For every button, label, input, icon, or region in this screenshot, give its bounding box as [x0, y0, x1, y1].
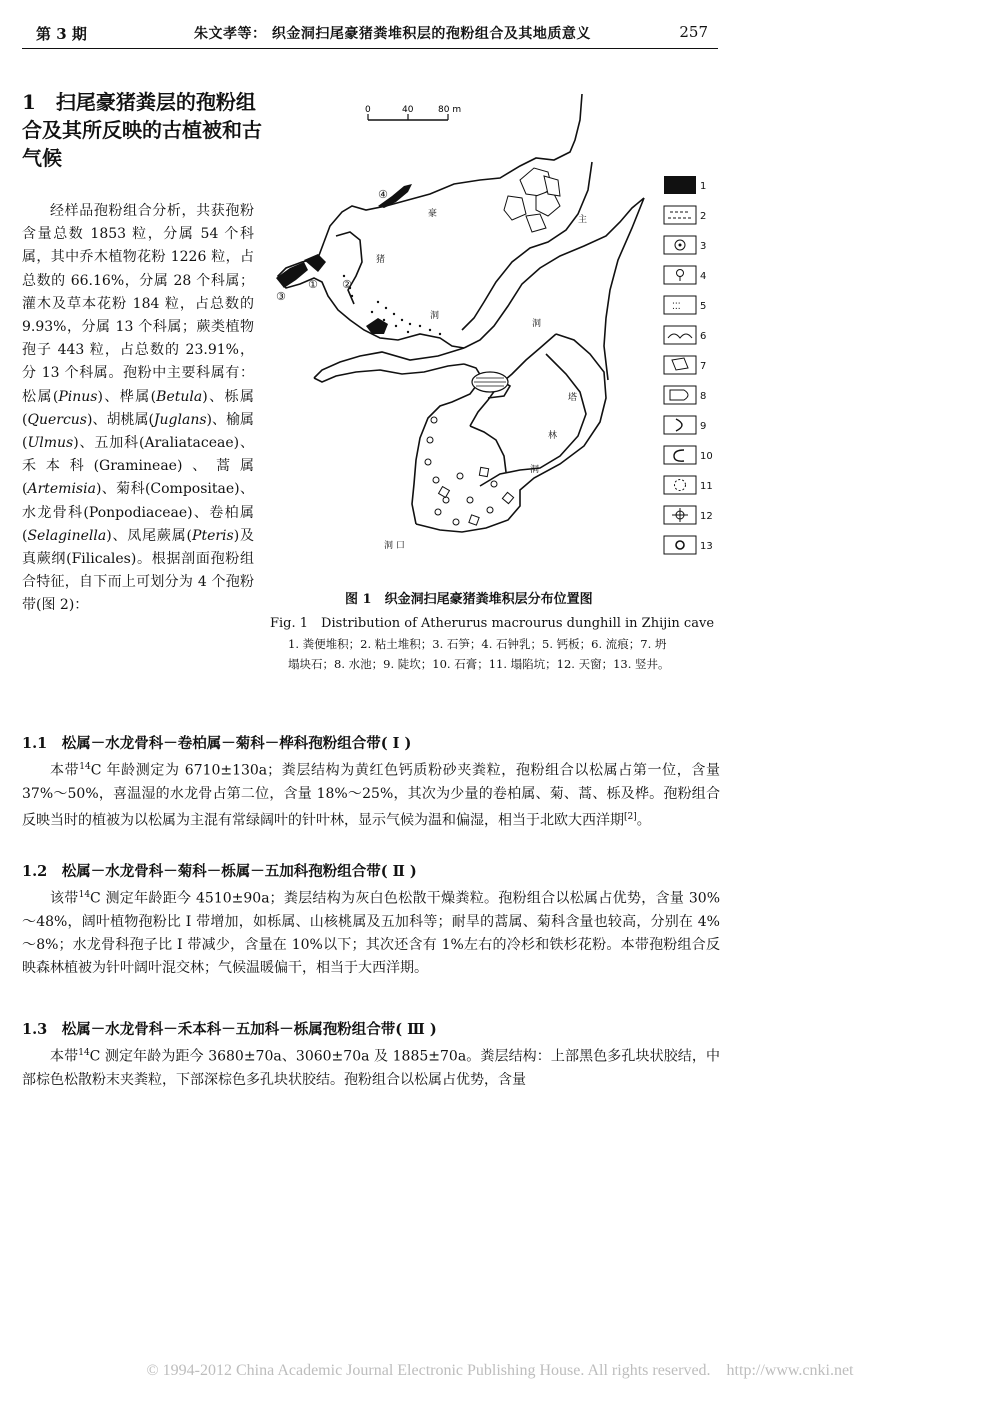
genus-name: Ulmus — [27, 435, 74, 452]
page-number: 257 — [679, 23, 708, 41]
subsection-heading: 1.1 松属－水龙骨科－卷柏属－菊科－桦科孢粉组合带( Ⅰ ) — [22, 735, 412, 752]
map-label: 洞 口 — [384, 541, 405, 551]
cave-outline — [278, 94, 644, 532]
figure-caption-en: Fig. 1 Distribution of Atherurus macrourus dunghill in Zhijin cave — [270, 616, 715, 631]
para-text: )、菊科(Compositae)、水龙骨科(Ponpodiaceae)、卷柏属( — [22, 481, 254, 544]
genus-name: Juglans — [153, 411, 207, 428]
legend — [664, 176, 713, 554]
para-text: )、桦属( — [97, 388, 157, 405]
copyright-footer: © 1994-2012 China Academic Journal Electronic Publishing House. All rights reserved. http://www.cnki.net — [146, 1362, 854, 1379]
legend-number: 1 — [700, 181, 707, 192]
legend-number: 7 — [700, 361, 707, 372]
legend-number: 6 — [700, 331, 707, 342]
map-label: 洞 — [430, 311, 440, 321]
legend-number: 10 — [700, 451, 713, 462]
para-text: 经样品孢粉组合分析，共获孢粉含量总数 1853 粒，分属 54 个科属，其中乔木植物花粉 1226 粒，占总数的 66.16%，分属 28 个科属；灌木及草本花粉 184 粒，占总数的 9.93%，分属 13 个科属；蕨类植物孢子 443 粒，占总数的 23.91%，分 13 个科属。孢粉中主要科属有：松属( — [22, 203, 254, 405]
rock-blocks — [439, 467, 514, 525]
scale-label: 80 m — [438, 105, 462, 115]
scale-bar — [365, 105, 461, 120]
subsection-heading: 1.3 松属－水龙骨科－禾本科－五加科－栎属孢粉组合带( Ⅲ ) — [22, 1021, 437, 1038]
para-text: )、五加科(Araliataceae)、禾本科(Gramineae)、蒿属( — [22, 435, 254, 498]
issue-number: 第 3 期 — [36, 25, 87, 43]
para-text: )、榆属( — [22, 411, 255, 452]
legend-text-line: 1. 粪便堆积；2. 粘土堆积；3. 石笋；4. 石钟乳；5. 钙板；6. 流痕；7. 坍 — [288, 637, 667, 651]
para-text: 。 — [636, 812, 651, 829]
superscript: 14 — [78, 890, 91, 900]
para-text: )及真蕨纲(Filicales)。根据剖面孢粉组合特征，自下而上可划分为 4 个孢粉带(图 2)： — [22, 527, 254, 614]
section-paragraph — [22, 200, 254, 618]
cave-map-figure — [270, 86, 730, 586]
superscript: 14 — [78, 1048, 90, 1058]
para-text: 本带 — [50, 762, 80, 779]
legend-number: 5 — [700, 301, 707, 312]
legend-number: 4 — [700, 271, 707, 282]
para-text: 该带 — [50, 890, 79, 907]
legend-number: 3 — [700, 241, 707, 252]
para-text: )、凤尾蕨属( — [106, 527, 193, 544]
legend-number: 9 — [700, 421, 707, 432]
para-text: C 年龄测定为 6710±130a；粪层结构为黄红色钙质粉砂夹粪粒，孢粉组合以松属占第一位，含量 37%～50%，喜温湿的水龙骨占第二位，含量 18%～25%，其次为少量的卷柏属、菊、蒿、栎及桦。孢粉组合反映当时的植被为以松属为主混有常绿阔叶的针叶林，显示气候为温和偏湿，相当于北欧大西洋期 — [22, 762, 721, 829]
site-marker: ④ — [378, 188, 388, 201]
pool — [472, 372, 508, 392]
subsection-paragraph — [22, 884, 720, 980]
collapse-blocks — [504, 168, 560, 232]
dung-deposits — [276, 184, 412, 334]
subsection-paragraph — [22, 1042, 720, 1092]
para-text: C 测定年龄距今 4510±90a；粪层结构为灰白色松散干燥粪粒。孢粉组合以松属占优势，含量 30%～48%，阔叶植物孢粉比 Ⅰ 带增加，如栎属、山核桃属及五加科等；耐旱的蒿属、菊科含量也较高，分别在 4%～8%；水龙骨科孢子比 Ⅰ 带减少，含量在 10%以下；其次还含有 1%左右的冷杉和铁杉花粉。本带孢粉组合反映森林植被为针叶阔叶混交林；气候温暖偏干，相当于大西洋期。 — [22, 890, 720, 977]
site-marker: ① — [308, 278, 318, 291]
legend-number: 8 — [700, 391, 707, 402]
para-text: 本带 — [50, 1048, 79, 1065]
map-label: 豪 — [428, 209, 438, 219]
figure-legend-text — [288, 634, 718, 674]
scale-label: 40 — [402, 105, 414, 115]
superscript: 14 — [79, 762, 91, 772]
running-header — [22, 20, 718, 49]
legend-text-line: 塌块石；8. 水池；9. 陡坎；10. 石膏；11. 塌陷坑；12. 天窗；13. 竖井。 — [288, 657, 670, 671]
map-label: 洞 — [530, 465, 540, 475]
genus-name: Pteris — [192, 527, 234, 544]
genus-name: Pinus — [58, 388, 98, 405]
legend-number: 12 — [700, 511, 713, 522]
figure-caption-cn: 图 1 织金洞扫尾豪猪粪堆积层分布位置图 — [345, 592, 593, 607]
map-label: 主 — [578, 215, 588, 225]
legend-number: 2 — [700, 211, 707, 222]
section-heading: 1 扫尾豪猪粪层的孢粉组合及其所反映的古植被和古气候 — [22, 90, 262, 170]
scale-label: 0 — [365, 105, 371, 115]
map-label: 塔 — [568, 393, 578, 403]
subsection-paragraph — [22, 756, 720, 833]
genus-name: Quercus — [27, 411, 87, 428]
map-label: 林 — [548, 431, 558, 441]
legend-number: 11 — [700, 481, 713, 492]
genus-name: Betula — [156, 388, 203, 405]
para-text: )、胡桃属( — [86, 411, 154, 428]
site-marker: ② — [342, 278, 352, 291]
map-label: 洞 — [532, 319, 542, 329]
genus-name: Artemisia — [27, 481, 96, 498]
running-title: 朱文孝等： 织金洞扫尾豪猪粪堆积层的孢粉组合及其地质意义 — [194, 26, 591, 42]
para-text: C 测定年龄为距今 3680±70a、3060±70a 及 1885±70a。粪层结构：上部黑色多孔块状胶结，中部棕色松散粉末夹粪粒，下部深棕色多孔块状胶结。孢粉组合以松属占优势，含量 — [22, 1048, 721, 1088]
genus-name: Selaginella — [27, 527, 107, 544]
map-label: 猪 — [376, 255, 386, 265]
legend-number: 13 — [700, 541, 713, 552]
citation: [2] — [624, 812, 637, 823]
subsection-heading: 1.2 松属－水龙骨科－菊科－栎属－五加科孢粉组合带( Ⅱ ) — [22, 863, 417, 880]
svg-text:⁚⁚⁚: ⁚⁚⁚ — [672, 302, 681, 312]
para-text: )、栎属( — [22, 388, 254, 428]
site-marker: ③ — [276, 290, 286, 303]
